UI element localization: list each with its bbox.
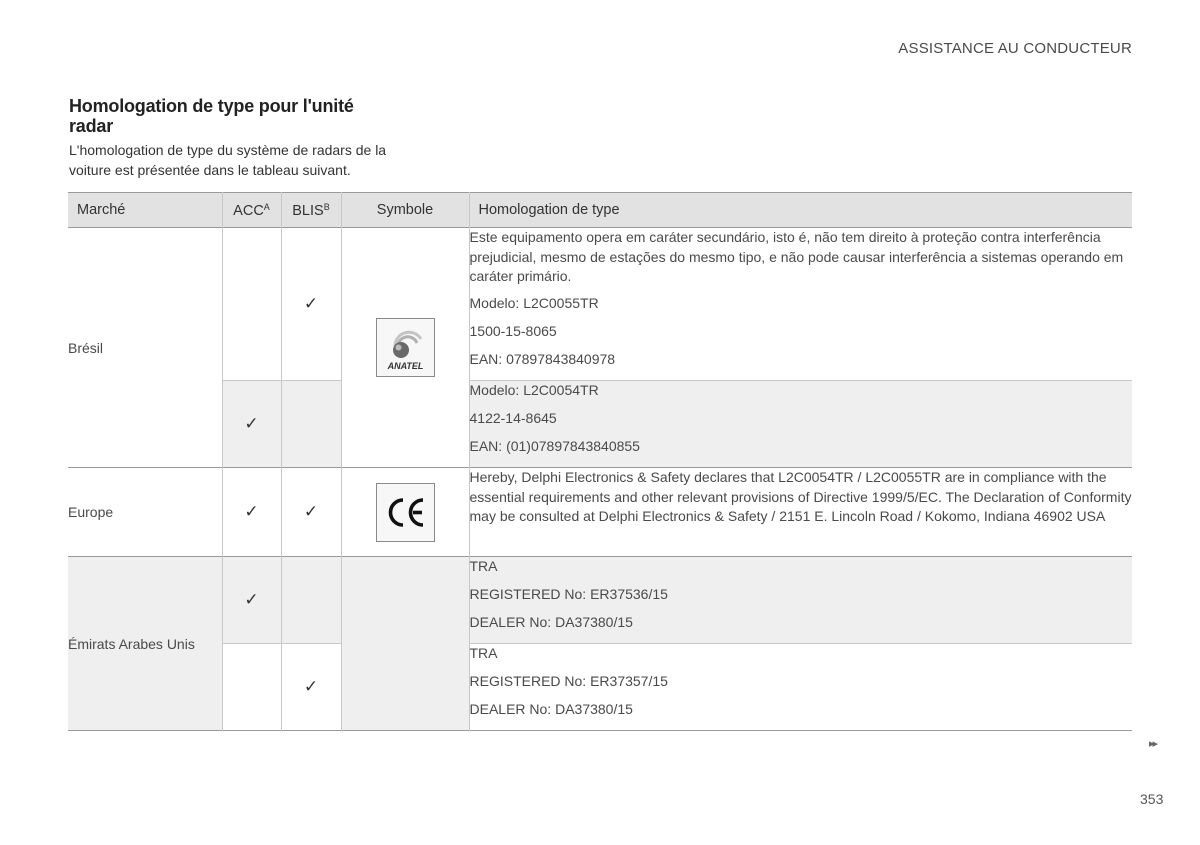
blis-cell-empty [281, 557, 341, 644]
acc-check: ✓ [222, 468, 281, 557]
approval-number: 1500-15-8065 [469, 322, 557, 339]
table-row [68, 557, 1132, 644]
homologation-text [469, 228, 1132, 381]
header-homologation: Homologation de type [469, 193, 1132, 228]
acc-check: ✓ [222, 557, 281, 644]
authority: TRA [469, 645, 498, 661]
brazil-notice: Este equipamento opera em caráter secundário, isto é, não tem direito à proteção contra interferência prejudicial, mesmo de estações do mesmo tipo, e não pode causar interferência a sistemas operando em caráter primário. [469, 229, 1124, 284]
blis-check: ✓ [281, 644, 341, 731]
page-number: 353 [1140, 791, 1164, 807]
table-row [68, 644, 1132, 731]
anatel-logo-icon [376, 318, 435, 377]
symbol-cell [341, 228, 469, 468]
authority: TRA [469, 558, 498, 574]
homologation-table [68, 192, 1132, 731]
homologation-text [469, 468, 1132, 557]
model-number: Modelo: L2C0054TR [469, 382, 599, 398]
table-row [68, 381, 1132, 468]
table-row [68, 468, 1132, 557]
dealer-number: DEALER No: DA37380/15 [469, 701, 633, 717]
ean-code: EAN: 07897843840978 [469, 350, 616, 367]
table-header-row [68, 193, 1132, 228]
registered-number: REGISTERED No: ER37536/15 [469, 586, 668, 602]
header-symbol: Symbole [341, 193, 469, 228]
header-blis: $BLIS^B$ [281, 193, 341, 228]
symbol-cell [341, 468, 469, 557]
symbol-cell-empty [341, 557, 469, 731]
header-market: Marché [77, 202, 126, 218]
header-acc: $ACC^A$ [222, 193, 281, 228]
intro-paragraph: L'homologation de type du système de radars de la voiture est présentée dans le tableau suivant. [69, 142, 387, 178]
svg-text:ANATEL: ANATEL [387, 361, 423, 371]
market-brazil: Brésil [68, 339, 104, 356]
acc-cell-empty [222, 644, 281, 731]
dealer-number: DEALER No: DA37380/15 [469, 614, 633, 630]
section-header: ASSISTANCE AU CONDUCTEUR [898, 40, 1132, 57]
blis-check: ✓ [281, 228, 341, 381]
europe-declaration: Hereby, Delphi Electronics & Safety declares that L2C0054TR / L2C0055TR are in compliance with the essential requirements and other relevant provisions of Directive 1999/5/EC. The Declaration of Conformity may be consulted at Delphi Electronics & Safety / 2151 E. Lincoln Road / Kokomo, Indiana 46902 USA [469, 469, 1132, 524]
market-europe: Europe [68, 504, 114, 520]
blis-check: ✓ [281, 468, 341, 557]
approval-number: 4122-14-8645 [469, 410, 557, 426]
acc-check: ✓ [222, 381, 281, 468]
continue-arrow-icon: ▸▸ [1149, 738, 1157, 750]
table-row [68, 228, 1132, 381]
acc-cell-empty [222, 228, 281, 381]
registered-number: REGISTERED No: ER37357/15 [469, 673, 668, 689]
ce-mark-icon [376, 483, 435, 542]
market-uae: Émirats Arabes Unis [68, 557, 222, 731]
homologation-text [469, 557, 1132, 644]
homologation-text [469, 644, 1132, 731]
ean-code: EAN: (01)07897843840855 [469, 438, 640, 454]
blis-cell-empty [281, 381, 341, 468]
model-number: Modelo: L2C0055TR [469, 294, 599, 311]
page-title: Homologation de type pour l'unité radar [69, 96, 354, 136]
homologation-text [469, 381, 1132, 468]
